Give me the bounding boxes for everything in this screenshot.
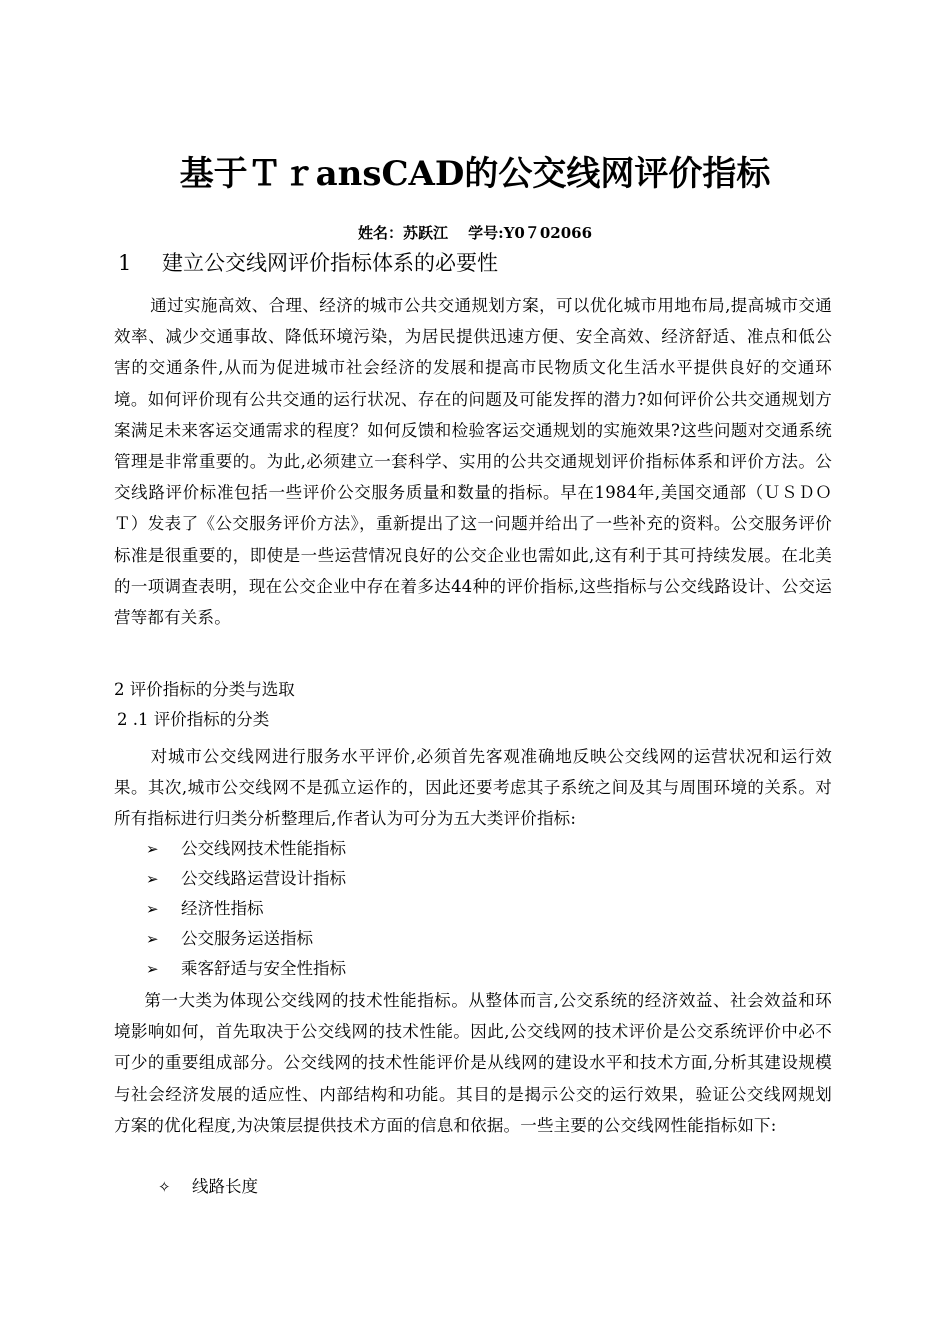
list-item-text: 乘客舒适与安全性指标 — [181, 959, 346, 978]
arrow-bullet-icon: ➢ — [146, 900, 159, 918]
section-1-heading — [118, 247, 498, 279]
author-line: 姓名：苏跃江 学号:Y0７02066 — [357, 224, 593, 242]
list-item-text: 经济性指标 — [181, 899, 264, 918]
list-item — [146, 864, 346, 894]
list-item — [146, 954, 346, 984]
arrow-bullet-icon: ➢ — [146, 840, 159, 858]
indicator-category-list — [146, 834, 346, 984]
arrow-bullet-icon: ➢ — [146, 930, 159, 948]
section-2-1-heading: 2 .1 评价指标的分类 — [117, 710, 270, 729]
section-2-paragraph-text: 对城市公交线网进行服务水平评价,必须首先客观准确地反映公交线网的运营状况和运行效果。其次,城市公交线网不是孤立运作的，因此还要考虑其子系统之间及其与周围环境的关系。对所有指标进行归类分析整理后,作者认为可分为五大类评价指标: — [114, 747, 832, 829]
diamond-star-bullet-icon: ✧ — [158, 1178, 171, 1196]
paper-title: 基于ＴｒansCAD的公交线网评价指标 — [179, 154, 771, 194]
sub-list-item-text: 线路长度 — [192, 1177, 258, 1196]
list-item-text: 公交服务运送指标 — [181, 929, 313, 948]
section-1-number: 1 — [118, 251, 132, 275]
section-2-heading: 2 评价指标的分类与选取 — [114, 680, 295, 699]
sub-list-item — [158, 1172, 258, 1202]
section-1-title: 建立公交线网评价指标体系的必要性 — [162, 251, 498, 275]
section-1-paragraph-text: 通过实施高效、合理、经济的城市公共交通规划方案，可以优化城市用地布局,提高城市交通效率、减少交通事故、降低环境污染，为居民提供迅速方便、安全高效、经济舒适、准点和低公害的交通条件,从而为促进城市社会经济的发展和提高市民物质文化生活水平提供良好的交通环境。如何评价现有公共交通的运行状况、存在的问题及可能发挥的潜力?如何评价公共交通规划方案满足未来客运交通需求的程度？如何反馈和检验客运交通规划的实施效果?这些问题对交通系统管理是非常重要的。为此,必须建立一套科学、实用的公共交通规划评价指标体系和评价方法。公交线路评价标准包括一些评价公交服务质量和数量的指标。早在1984年,美国交通部（ＵＳＤＯＴ）发表了《公交服务评价方法》，重新提出了这一问题并给出了一些补充的资料。公交服务评价标准是很重要的，即使是一些运营情况良好的公交企业也需如此,这有利于其可持续发展。在北美的一项调查表明，现在公交企业中存在着多达44种的评价指标,这些指标与公交线路设计、公交运营等都有关系。 — [114, 296, 832, 628]
list-item — [146, 924, 346, 954]
section-2-paragraph-2 — [114, 985, 832, 1141]
section-1-paragraph — [114, 290, 832, 633]
section-2-paragraph-2-text: 第一大类为体现公交线网的技术性能指标。从整体而言,公交系统的经济效益、社会效益和环境影响如何，首先取决于公交线网的技术性能。因此,公交线网的技术评价是公交系统评价中必不可少的重要组成部分。公交线网的技术性能评价是从线网的建设水平和技术方面,分析其建设规模与社会经济发展的适应性、内部结构和功能。其目的是揭示公交的运行效果，验证公交线网规划方案的优化程度,为决策层提供技术方面的信息和依据。一些主要的公交线网性能指标如下: — [114, 991, 832, 1135]
arrow-bullet-icon: ➢ — [146, 960, 159, 978]
section-2-paragraph — [114, 741, 832, 835]
arrow-bullet-icon: ➢ — [146, 870, 159, 888]
list-item-text: 公交线路运营设计指标 — [181, 869, 346, 888]
list-item — [146, 834, 346, 864]
list-item-text: 公交线网技术性能指标 — [181, 839, 346, 858]
list-item — [146, 894, 346, 924]
